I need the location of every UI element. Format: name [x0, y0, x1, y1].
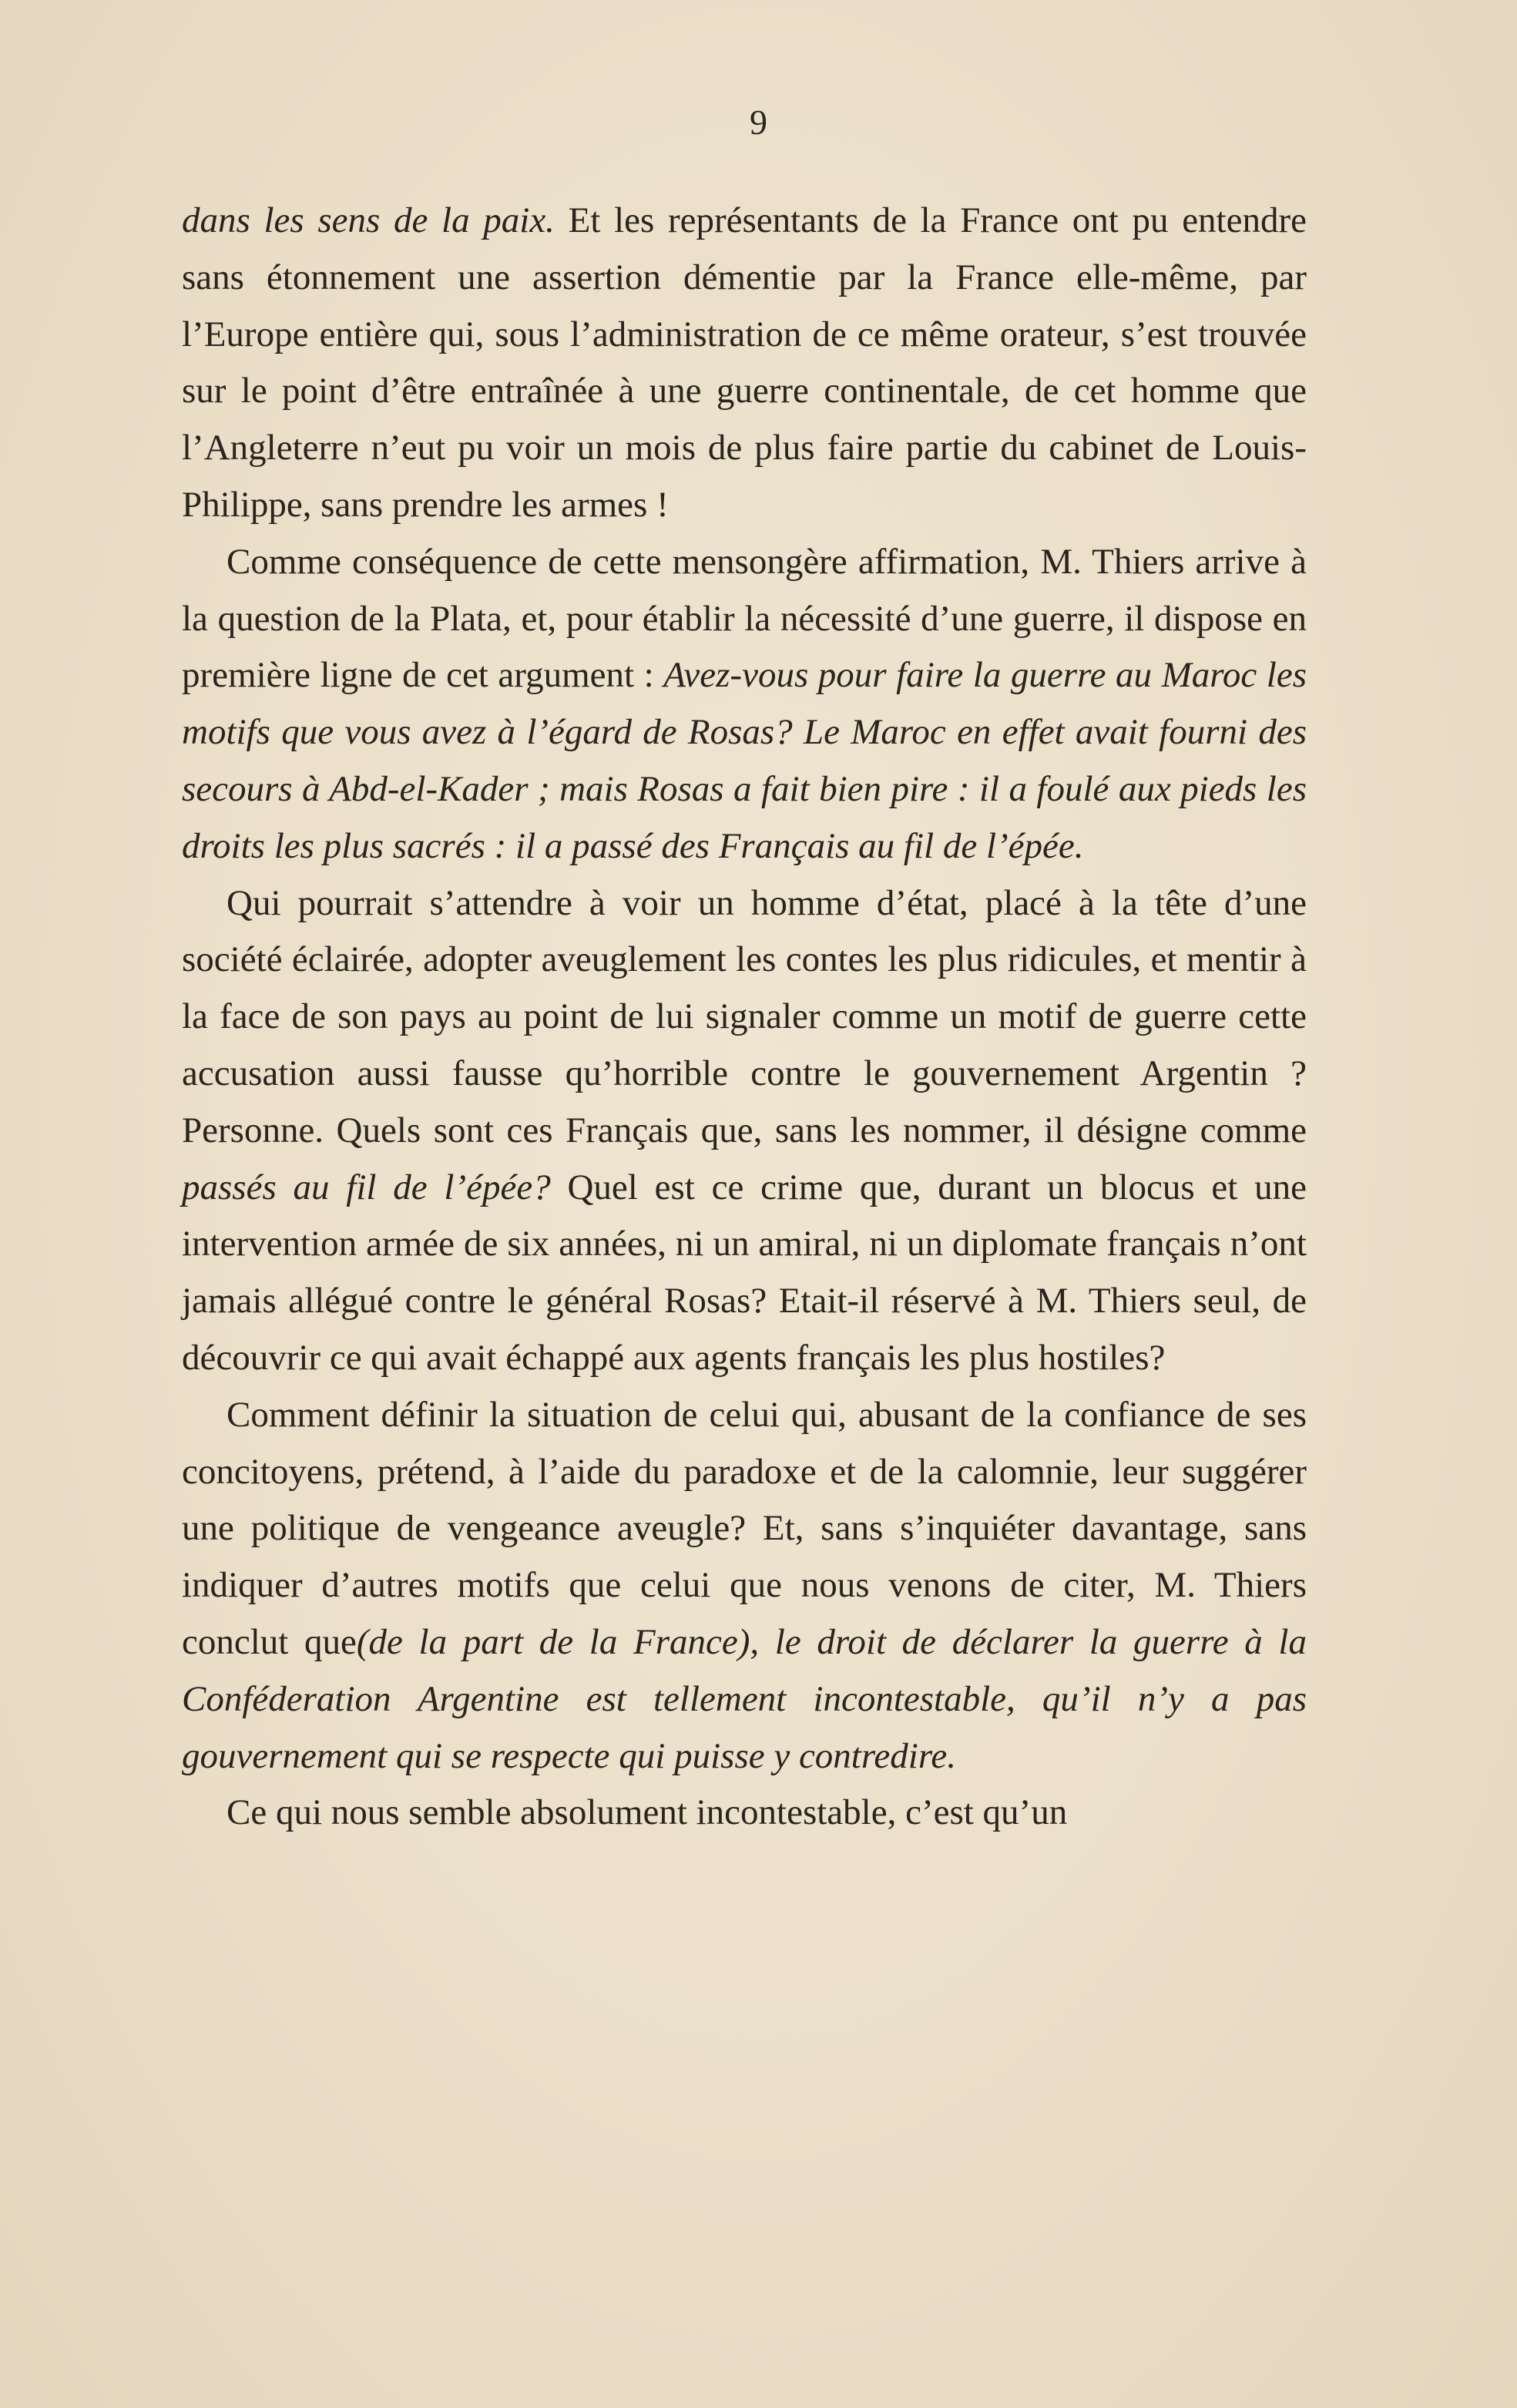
italic-run: dans les sens de la paix. [182, 200, 555, 240]
paragraph-4 [182, 1387, 1307, 1785]
italic-run: Avez-vous pour faire la guerre au Maroc les motifs que vous avez à l’égard de Rosas? Le Maroc en effet avait fourni des secours à Abd-el-Kader ; mais Rosas a fait bien pire : il a foulé aux pieds les droits les plus sacrés : il a passé des Français au fil de l’épée. [182, 655, 1307, 866]
italic-run: passés au fil de l’épée? [182, 1167, 551, 1207]
text-run: Qui pourrait s’attendre à voir un homme d’état, placé à la tête d’une société éclairée, adopter aveuglement les contes les plus ridicules, et mentir à la face de son pays au point de lui signaler comme un motif de guerre cette accusation aussi fausse qu’horrible contre le gouvernement Argentin ? Personne. Quels sont ces Français que, sans les nommer, il désigne comme [182, 882, 1307, 1150]
paragraph-3 [182, 875, 1307, 1387]
body-text [182, 193, 1307, 1842]
text-run: Et les représentants de la France ont pu entendre sans étonnement une assertion démentie par la France elle-même, par l’Europe entière qui, sous l’administration de ce même orateur, s’est trouvée sur le point d’être entraînée à une guerre continentale, de cet homme que l’Angleterre n’eut pu voir un mois de plus faire partie du cabinet de Louis-Philippe, sans prendre les armes ! [182, 200, 1307, 525]
paragraph-1 [182, 193, 1307, 534]
text-run: Quel est ce crime que, durant un blocus et une intervention armée de six années, ni un amiral, ni un diplomate français n’ont jamais allégué contre le général Rosas? Etait-il réservé à M. Thiers seul, de découvrir ce qui avait échappé aux agents français les plus hostiles? [182, 1167, 1307, 1378]
paragraph-5 [182, 1785, 1307, 1842]
italic-run: (de la part de la France), le droit de déclarer la guerre à la Conféderation Argentine est tellement incontestable, qu’il n’y a pas gouvernement qui se respecte qui puisse y contredire. [182, 1621, 1307, 1776]
page-number: 9 [750, 102, 767, 142]
text-run: Comment définir la situation de celui qui, abusant de la confiance de ses concitoyens, prétend, à l’aide du paradoxe et de la calomnie, leur suggérer une politique de vengeance aveugle? Et, sans s’inquiéter davantage, sans indiquer d’autres motifs que celui que nous venons de citer, M. Thiers conclut que [182, 1394, 1307, 1662]
paragraph-2 [182, 534, 1307, 875]
text-run: Ce qui nous semble absolument incontestable, c’est qu’un [227, 1792, 1068, 1833]
text-run: Comme conséquence de cette mensongère affirmation, M. Thiers arrive à la question de la Plata, et, pour établir la nécessité d’une guerre, il dispose en première ligne de cet argument : [182, 541, 1307, 696]
